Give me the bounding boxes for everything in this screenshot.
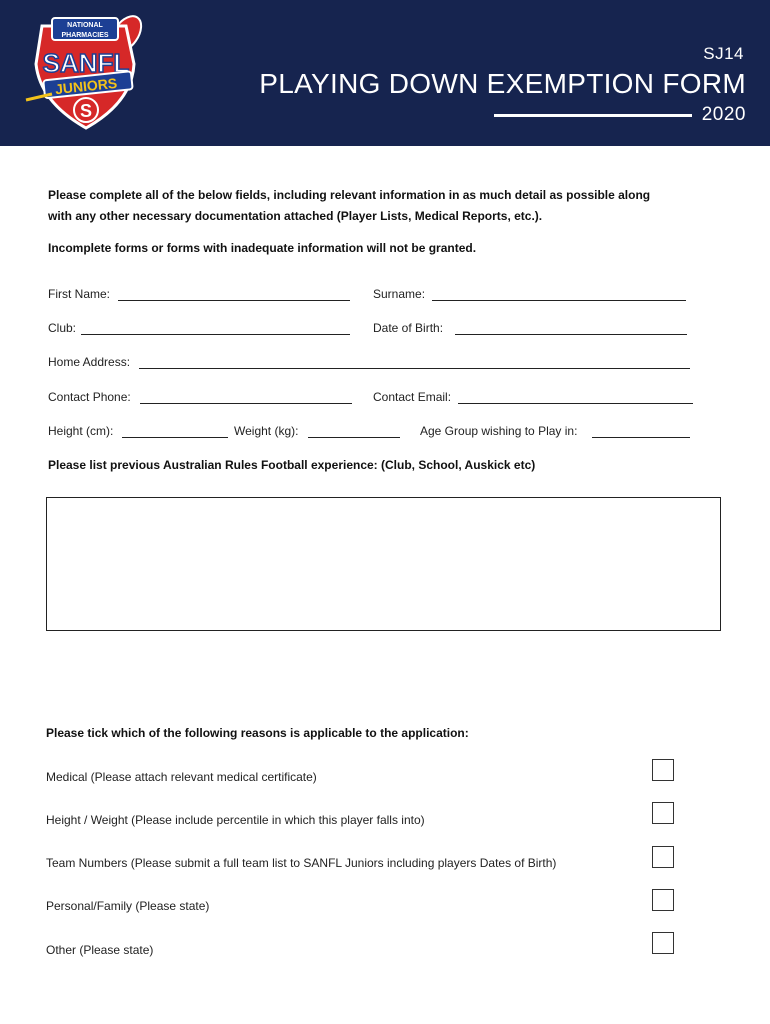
surname-field[interactable] — [432, 300, 686, 301]
form-code: SJ14 — [703, 44, 744, 63]
height-label: Height (cm): — [48, 424, 114, 438]
form-header — [0, 0, 770, 146]
reason-height-weight-label: Height / Weight (Please include percentile in which this player falls into) — [46, 813, 425, 827]
surname-label: Surname: — [373, 287, 426, 301]
reason-medical-checkbox[interactable] — [652, 759, 674, 781]
intro-warning: Incomplete forms or forms with inadequate information will not be granted. — [48, 241, 477, 255]
contact-email-label: Contact Email: — [373, 390, 452, 404]
svg-text:SANFL: SANFL — [42, 48, 130, 78]
club-field[interactable] — [81, 334, 350, 335]
reason-personal-family-checkbox[interactable] — [652, 889, 674, 911]
reason-medical-label: Medical (Please attach relevant medical certificate) — [46, 770, 317, 784]
svg-text:JUNIORS: JUNIORS — [54, 74, 118, 98]
dob-field[interactable] — [455, 334, 687, 335]
experience-text-box[interactable] — [46, 497, 721, 631]
intro-line-2: with any other necessary documentation attached (Player Lists, Medical Reports, etc.). — [48, 209, 543, 223]
experience-prompt: Please list previous Australian Rules Football experience: (Club, School, Auskick etc) — [48, 458, 536, 472]
svg-text:PHARMACIES: PHARMACIES — [61, 32, 109, 39]
svg-text:NATIONAL: NATIONAL — [67, 22, 103, 29]
intro-line-1: Please complete all of the below fields, including relevant information in as much detail as possible along — [48, 188, 651, 202]
contact-phone-field[interactable] — [140, 403, 352, 404]
weight-label: Weight (kg): — [234, 424, 299, 438]
reason-team-numbers-checkbox[interactable] — [652, 846, 674, 868]
first-name-field[interactable] — [118, 300, 350, 301]
weight-field[interactable] — [308, 437, 400, 438]
title-divider — [494, 114, 692, 117]
form-title: PLAYING DOWN EXEMPTION FORM — [259, 68, 746, 99]
reason-height-weight-checkbox[interactable] — [652, 802, 674, 824]
age-group-field[interactable] — [592, 437, 690, 438]
reason-other-label: Other (Please state) — [46, 943, 154, 957]
age-group-label: Age Group wishing to Play in: — [420, 424, 578, 438]
reason-team-numbers-label: Team Numbers (Please submit a full team list to SANFL Juniors including players Dates of Birth) — [46, 856, 557, 870]
dob-label: Date of Birth: — [373, 321, 444, 335]
svg-text:S: S — [79, 101, 93, 121]
contact-phone-label: Contact Phone: — [48, 390, 131, 404]
home-address-label: Home Address: — [48, 355, 131, 369]
reason-other-checkbox[interactable] — [652, 932, 674, 954]
reason-personal-family-label: Personal/Family (Please state) — [46, 899, 210, 913]
reasons-prompt: Please tick which of the following reasons is applicable to the application: — [46, 726, 469, 740]
first-name-label: First Name: — [48, 287, 111, 301]
form-year: 2020 — [701, 104, 746, 125]
contact-email-field[interactable] — [458, 403, 693, 404]
club-label: Club: — [48, 321, 77, 335]
height-field[interactable] — [122, 437, 228, 438]
home-address-field[interactable] — [139, 368, 690, 369]
sanfl-juniors-logo — [22, 12, 150, 132]
